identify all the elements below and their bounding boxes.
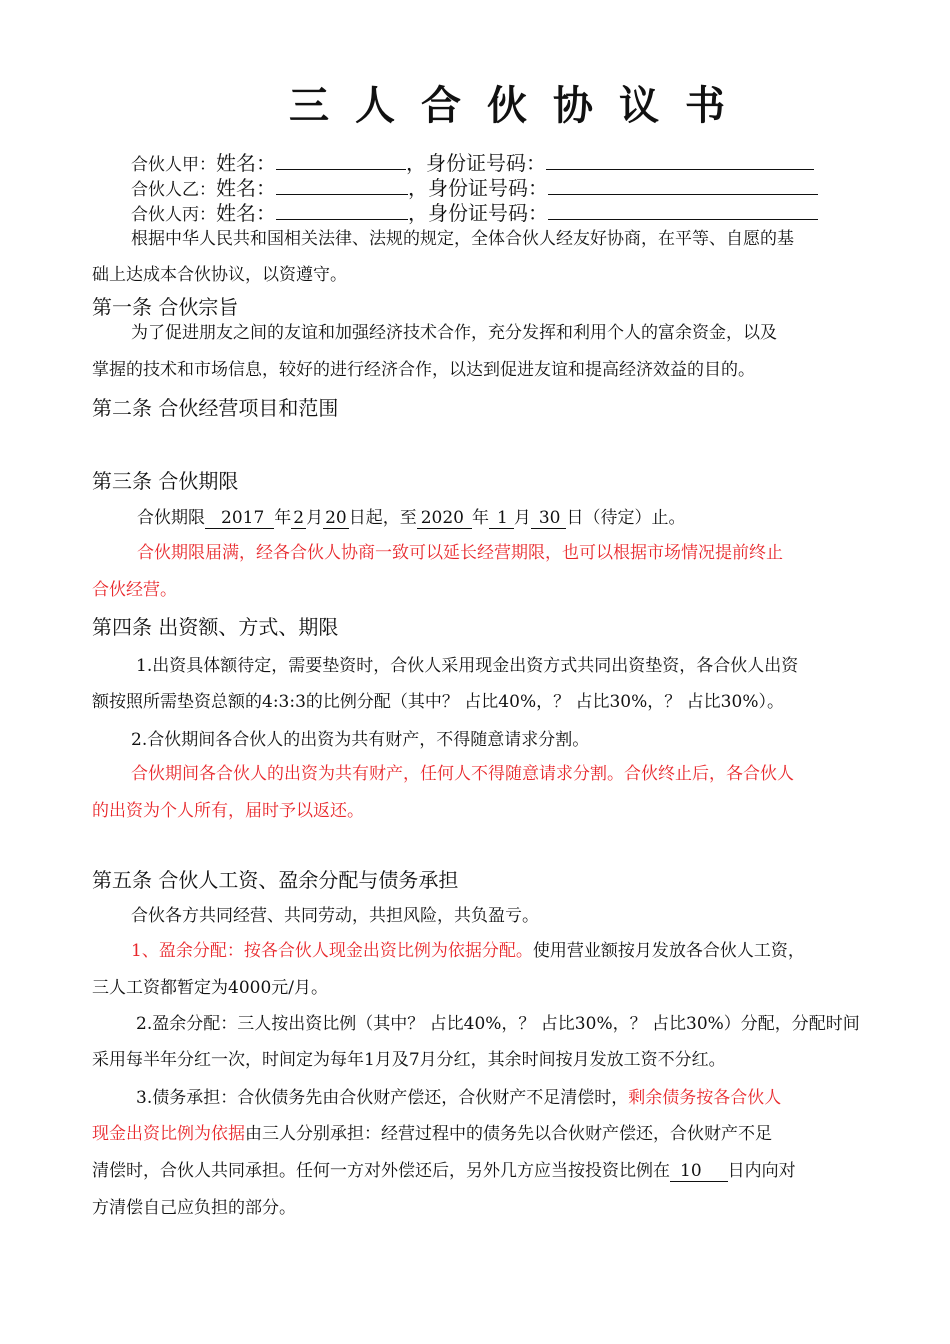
party-prefix: 合伙人乙： [131,180,216,200]
article-4-item-1-line-2: 额按照所需垫资总额的4:3:3的比例分配（其中？ 占比40%，？ 占比30%，？ 占比30%）。 [92,692,784,712]
article-1-heading: 第一条 合伙宗旨 [92,295,239,319]
name-label: 姓名： [216,151,276,175]
year-label: 年 [274,508,292,528]
month-label: 月 [513,508,531,528]
debt-text: 由三人分别承担：经营过程中的债务先以合伙财产偿还，合伙财产不足 [245,1124,772,1144]
id-label: ，身份证号码： [406,151,546,175]
article-5-item-2-line-2: 采用每半年分红一次，时间定为每年1月及7月分红，其余时间按月发放工资不分红。 [92,1050,726,1070]
name-label: 姓名： [216,201,276,225]
end-day: 30 [531,508,567,529]
article-3-red-line-2: 合伙经营。 [92,580,177,600]
debt-text-red: 剩余债务按各合伙人 [628,1088,782,1108]
intro-line-2: 础上达成本合伙协议，以资遵守。 [92,265,347,285]
profit-distribution-rest: 使用营业额按月发放各合伙人工资， [532,941,805,961]
name-blank[interactable] [276,151,406,170]
article-4-red-line-2: 的出资为个人所有，届时予以返还。 [92,801,364,821]
month-label: 月 [306,508,324,528]
article-1-line-2: 掌握的技术和市场信息，较好的进行经济合作，以达到促进友谊和提高经济效益的目的。 [92,360,755,380]
article-4-item-1-line-1: 1.出资具体额待定，需要垫资时，合伙人采用现金出资方式共同出资垫资，各合伙人出资 [136,656,799,676]
id-label: ，身份证号码： [408,176,548,200]
id-label: ，身份证号码： [408,201,548,225]
article-5-item-3-line-1 [136,1087,781,1109]
article-2-heading: 第二条 合伙经营项目和范围 [92,396,339,420]
debt-text: 日内向对 [727,1161,796,1181]
debt-text: 3.债务承担：合伙债务先由合伙财产偿还，合伙财产不足清偿时， [136,1088,629,1108]
party-prefix: 合伙人丙： [131,205,216,225]
article-1-line-1: 为了促进朋友之间的友谊和加强经济技术合作，充分发挥和利用个人的富余资金，以及 [131,323,777,343]
article-4-red-line-1: 合伙期间各合伙人的出资为共有财产，任何人不得随意请求分割。合伙终止后，各合伙人 [131,764,794,784]
id-blank[interactable] [548,176,818,195]
document-title: 三人合伙协议书 [289,83,751,129]
debt-text-red: 现金出资比例为依据 [92,1124,245,1144]
term-prefix: 合伙期限 [137,508,205,528]
end-year: 2020 [417,508,472,529]
year-label: 年 [472,508,489,528]
article-5-item-1-line-1 [131,940,805,962]
article-5-item-2-line-1: 2.盈余分配：三人按出资比例（其中？ 占比40%，？ 占比30%，？ 占比30%）分配，分配时间 [136,1014,860,1034]
article-4-item-2: 2.合伙期间各合伙人的出资为共有财产，不得随意请求分割。 [131,730,590,750]
name-blank[interactable] [276,201,408,220]
article-5-item-3-line-4: 方清偿自己应负担的部分。 [92,1198,296,1218]
term-suffix: 日（待定）止。 [566,508,686,528]
end-month: 1 [489,508,514,529]
party-line-yi [131,176,818,201]
name-label: 姓名： [216,176,276,200]
name-blank[interactable] [276,176,408,195]
term-line [137,507,685,529]
article-5-item-1-line-2: 三人工资都暂定为4000元/月。 [92,978,328,998]
from-label: 日起，至 [348,508,417,528]
profit-distribution-red: 1、盈余分配：按各合伙人现金出资比例为依据分配。 [131,941,533,961]
start-month: 2 [293,508,305,528]
start-year: 2017 [205,508,274,529]
article-3-red-line-1: 合伙期限届满，经各合伙人协商一致可以延长经营期限，也可以根据市场情况提前终止 [137,543,783,563]
party-line-jia [131,151,814,176]
party-line-bing [131,201,818,226]
article-5-line-0: 合伙各方共同经营、共同劳动，共担风险，共负盈亏。 [131,906,539,926]
article-5-item-3-line-2 [92,1123,772,1145]
start-day: 20 [325,508,347,528]
article-4-heading: 第四条 出资额、方式、期限 [92,615,339,639]
id-blank[interactable] [546,151,814,170]
article-5-heading: 第五条 合伙人工资、盈余分配与债务承担 [92,868,459,892]
debt-text: 清偿时，合伙人共同承担。任何一方对外偿还后，另外几方应当按投资比例在 [92,1161,670,1181]
article-3-heading: 第三条 合伙期限 [92,469,239,493]
id-blank[interactable] [548,201,818,220]
repay-days: 10 [670,1161,728,1182]
intro-line-1: 根据中华人民共和国相关法律、法规的规定，全体合伙人经友好协商，在平等、自愿的基 [131,229,794,249]
party-prefix: 合伙人甲： [131,155,216,175]
article-5-item-3-line-3 [92,1160,796,1182]
